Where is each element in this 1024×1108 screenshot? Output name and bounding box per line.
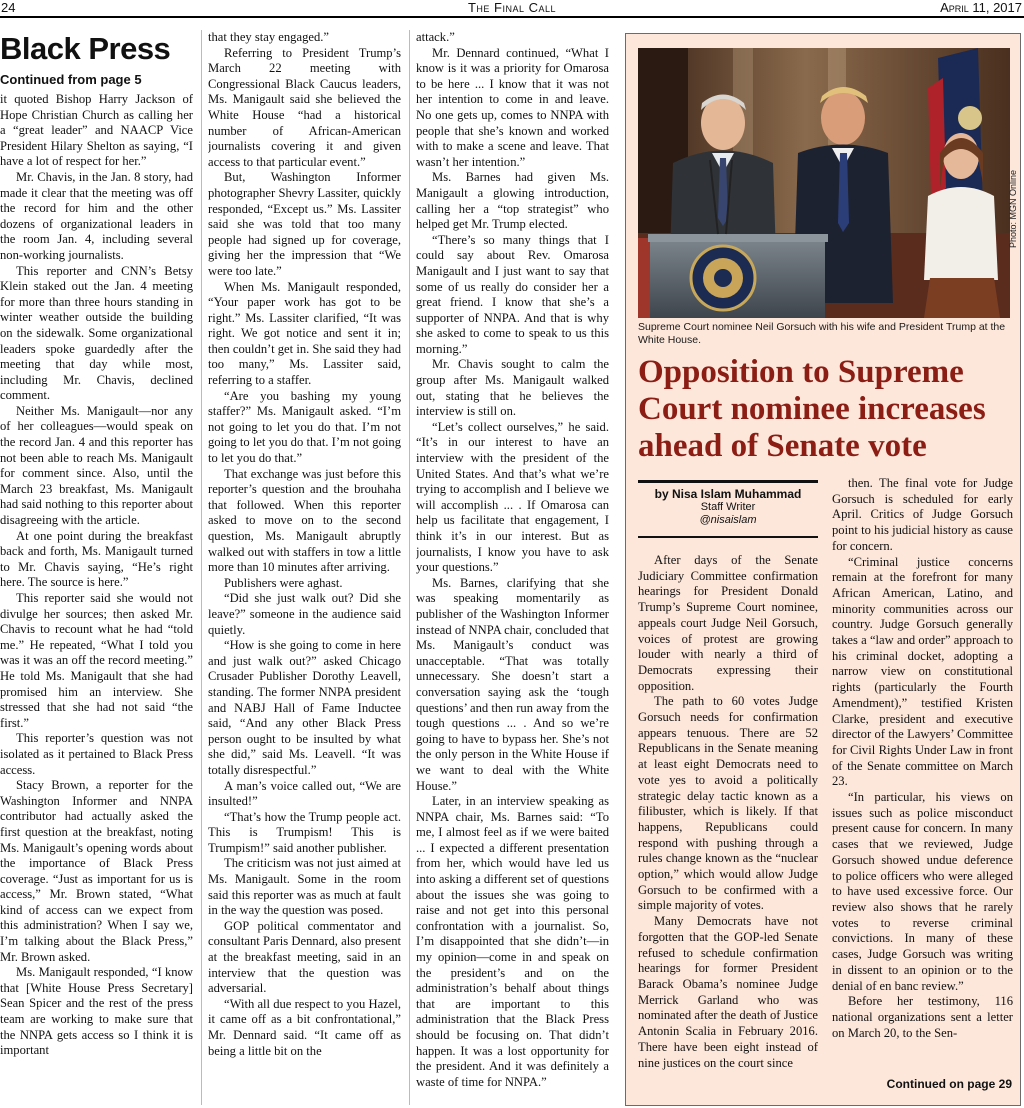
paragraph: “With all due respect to you Hazel, it came off as a bit confrontational,” Mr. Dennard said. “It came off as being a little bit on the	[208, 996, 401, 1058]
paragraph: “Are you bashing my young staffer?” Ms. Manigault asked. “I’m not going to let you do that. I’m not going to let you do that. I’m not going to let you do that.”	[208, 388, 401, 466]
paragraph: attack.”	[416, 30, 455, 44]
paragraph: At one point during the breakfast back and forth, Ms. Manigault turned to Mr. Chavis saying, “He’s right here. The source is here.”	[0, 528, 193, 590]
issue-date: April 11, 2017	[940, 0, 1022, 15]
page-number: 24	[1, 0, 16, 15]
paragraph: “Criminal justice concerns remain at the forefront for many African American, Latino, and minority communities across our country. Judge Gorsuch generally takes a “law and order” approach to his criminal docket, adopting a narrow view on constitutional rights (particularly the Fourth Amendment),” testified Kristen Clarke, president and executive director of the Lawyers’ Committee for Civil Rights Under Law in front of the Senate committee on March 23.	[832, 554, 1013, 789]
paragraph: Mr. Dennard continued, “What I know is it was a priority for Omarosa to be here ... I know that it was not her intention to come in and leave. No one gets up, comes to NNPA with people that she’s known and worked with to make a scene and leave. That wasn’t her intention.”	[416, 45, 609, 169]
publication-name: The Final Call	[467, 0, 557, 15]
byline-author: by Nisa Islam Muhammad	[654, 487, 802, 501]
gorsuch-story-box	[625, 33, 1021, 1106]
story-headline: Opposition to Supreme Court nominee increases ahead of Senate vote	[638, 354, 986, 464]
paragraph: But, Washington Informer photographer Shevry Lassiter, quickly responded, “Except us.” Ms. Lassiter said she was told that too many people had signed up for coverage, giving her the impression that “We were too late.”	[208, 170, 401, 278]
column-3-paragraphs	[416, 30, 609, 1090]
paragraph: Mr. Chavis, in the Jan. 8 story, had made it clear that the meeting was off the record for him and the other dozens of organizational leaders in the room Jan. 4, including several non-working journalists.	[0, 169, 193, 262]
byline-rule-bottom	[638, 536, 818, 538]
continued-on: Continued on page 29	[886, 1077, 1012, 1091]
paragraph: Many Democrats have not forgotten that the GOP-led Senate refused to schedule confirmation hearings for former President Barack Obama’s nominee Judge Merrick Garland who was nominated after the death of Justice Antonin Scalia in February 2016. There have been eight instead of nine justices on the court since	[638, 914, 818, 1070]
continued-from: Continued from page 5	[0, 72, 142, 87]
black-press-column-2	[208, 30, 401, 1108]
paragraph: then. The final vote for Judge Gorsuch is scheduled for early April. Critics of Judge Gorsuch point to his judicial history as cause for concern.	[832, 476, 1013, 553]
paragraph: Neither Ms. Manigault—nor any of her colleagues—would speak on the record Jan. 4 and this reporter has not been able to reach Ms. Manigault for comment since. Also, until the March 23 breakfast, Ms. Manigault had said nothing to this reporter about disagreeing with the article.	[0, 403, 193, 528]
black-press-column-3	[416, 30, 609, 1108]
byline-handle: @nisaislam	[699, 514, 757, 526]
photo-credit: Photo: MGN Online	[1008, 169, 1018, 248]
paragraph: The criticism was not just aimed at Ms. Manigault. Some in the room said this reporter was as much at fault in the way the question was posed.	[208, 856, 401, 918]
story-photo	[638, 48, 1010, 318]
gorsuch-trump-photo	[638, 48, 1010, 318]
paragraph: The path to 60 votes Judge Gorsuch needs for confirmation appears tenuous. There are 52 Republicans in the Senate meaning at least eight Democrats need to vote yes to avoid a politically strategic delay tactic known as a filibuster, which is likely. If that happens, Republicans could respond with pushing through a rules change known as the “nuclear option,” which would allow Judge Gorsuch to be confirmed with a simple majority of votes.	[638, 694, 818, 913]
paragraph: “Let’s collect ourselves,” he said. “It’s in our interest to have an interview with the president of the United States. And that’s what we’re trying to accomplish and I believe we will accomplish ... . If Omarosa can help us facilitate that engagement, I think it’s in our interest. But as journalists, I know you have to ask your questions.”	[416, 419, 609, 575]
header-rule	[0, 16, 1024, 18]
paragraph: Stacy Brown, a reporter for the Washington Informer and NNPA contributor had actually asked the first question at the breakfast, noting Ms. Manigault’s opening words about the importance of Black Press coverage. “Just as important for us is access,” Mr. Brown stated, “What kind of access can we expect from this administration? When I say we, I’m talking about the Black Press,” Mr. Brown asked.	[0, 778, 193, 964]
paragraph: Ms. Barnes, clarifying that she was speaking momentarily as publisher of the Washington Informer instead of NNPA chair, concluded that Ms. Manigault’s conduct was unacceptable. “That was totally unnecessary. She doesn’t start a conversation saying ask the ‘tough questions’ and then run away from the tough questions ... . And so we’re going to have to bypass her. She’s not the only person in the White House if we want to deal with the White House.”	[416, 575, 609, 793]
paragraph: This reporter said she would not divulge her sources; then asked Mr. Chavis to recount what he had “told me.” He repeated, “What I told you was it was an off the record meeting.” He told Ms. Manigault that she had promised him an interview. She stressed that she had not said “the first.”	[0, 591, 193, 730]
column-1-paragraphs	[0, 92, 193, 1059]
paragraph: Before her testimony, 116 national organizations sent a letter on March 20, to the Sen-	[832, 994, 1013, 1040]
paragraph: Later, in an interview speaking as NNPA chair, Ms. Barnes said: “To me, I almost feel as if we were baited ... I expected a different presentation from her, which would have led us into asking a different set of questions about the issues she was going to raise and not get into this personal confrontation with a journalist. So, I’m disappointed that she didn’t—in my opinion—come in and speak on the president’s and on the administration’s behalf about things that are important to this administration that the Black Press should be focusing on. That didn’t happen. It was a lost opportunity for the president. And it was definitely a waste of time for NNPA.”	[416, 794, 609, 1089]
photo-caption: Supreme Court nominee Neil Gorsuch with his wife and President Trump at the White House.	[638, 321, 1006, 346]
gorsuch-col1-paragraphs	[638, 553, 818, 1071]
byline-rule-top	[638, 480, 818, 483]
paragraph: Publishers were aghast.	[224, 575, 343, 590]
gorsuch-column-1	[638, 553, 818, 1105]
paragraph: When Ms. Manigault responded, “Your paper work has got to be right.” Ms. Lassiter clarified, “It was right. We got notice and sent it in; then couldn’t get in. She said they had too many,” Ms. Lassiter said, referring to a staffer.	[208, 279, 401, 388]
paragraph: Ms. Barnes had given Ms. Manigault a glowing introduction, calling her a “top strategist” who helped get Mr. Trump elected.	[416, 170, 609, 232]
black-press-title: Black Press	[0, 31, 171, 66]
paragraph: Mr. Chavis sought to calm the group after Ms. Manigault walked out, stating that he believes the interview is still on.	[416, 357, 609, 419]
paragraph: that they stay engaged.”	[208, 30, 329, 44]
paragraph: “Did she just walk out? Did she leave?” someone in the audience said quietly.	[208, 591, 401, 637]
column-divider	[201, 30, 202, 1105]
paragraph: Ms. Manigault responded, “I know that [White House Press Secretary] Sean Spicer and the rest of the press team are working to make sure that the NNPA gets access so I think it is important	[0, 965, 193, 1058]
byline	[638, 487, 818, 527]
black-press-column-1	[0, 30, 193, 1108]
byline-role: Staff Writer	[700, 501, 756, 513]
paragraph: “There’s so many things that I could say about Rev. Omarosa Manigault and I just want to say that some of us really do consider her a great friend. I know that she’s a supporter of NNPA. And that is why she asked to come to speak to us this morning.”	[416, 232, 609, 356]
paragraph: “How is she going to come in here and just walk out?” asked Chicago Crusader Publisher Dorothy Leavell, standing. The former NNPA president and NABJ Hall of Fame Inductee said, “And any other Black Press person ought to be insulted by what she did,” said Ms. Leavell. “It was totally disrespectful.”	[208, 638, 401, 777]
paragraph: That exchange was just before this reporter’s question and the brouhaha that followed. When this reporter asked to move on to the second question, Ms. Manigault abruptly walked out with staffers in tow a little more than 10 minutes after arriving.	[208, 466, 401, 575]
paragraph: After days of the Senate Judiciary Committee confirmation hearings for President Donald Trump’s Supreme Court nominee, appeals court Judge Neil Gorsuch, voices of protest are growing louder with nearly a third of Democrats expressing their opposition.	[638, 553, 818, 693]
paragraph: GOP political commentator and consultant Paris Dennard, also present at the breakfast meeting, said in an interview that the question was adversarial.	[208, 918, 401, 996]
column-divider	[409, 30, 410, 1105]
page-header	[0, 0, 1024, 16]
paragraph: This reporter’s question was not isolated as it pertained to Black Press access.	[0, 731, 193, 777]
paragraph: “In particular, his views on issues such as police misconduct present cause for concern. In many cases that we reviewed, Judge Gorsuch showed undue deference to police officers who were alleged to have used excessive force. Our review also shows that he rarely votes to reverse criminal convictions. In many of these cases, Judge Gorsuch was writing in dissent to an opinion or to the denial of en banc review.”	[832, 790, 1013, 993]
gorsuch-column-2	[832, 476, 1013, 1087]
column-2-paragraphs	[208, 30, 401, 1059]
gorsuch-col2-paragraphs	[832, 476, 1013, 1041]
paragraph: it quoted Bishop Harry Jackson of Hope Christian Church as calling her a “great leader” and NAACP Vice President Hilary Shelton as saying, “I have a lot of respect for her.”	[0, 92, 193, 169]
paragraph: This reporter and CNN’s Betsy Klein staked out the Jan. 4 meeting for more than three hours standing in winter weather outside the building on the sidewalk. Some organizational leaders spoke guardedly after the meeting that day while most, including Mr. Chavis, declined comment.	[0, 263, 193, 403]
paragraph: A man’s voice called out, “We are insulted!”	[208, 778, 401, 809]
paragraph: “That’s how the Trump people act. This is Trumpism! This is Trumpism!” said another publisher.	[208, 809, 401, 855]
paragraph: Referring to President Trump’s March 22 meeting with Congressional Black Caucus leaders, Ms. Manigault said she believed the White House “had a historical number of African-American journalists covering it and given access to that particular event.”	[208, 45, 401, 169]
